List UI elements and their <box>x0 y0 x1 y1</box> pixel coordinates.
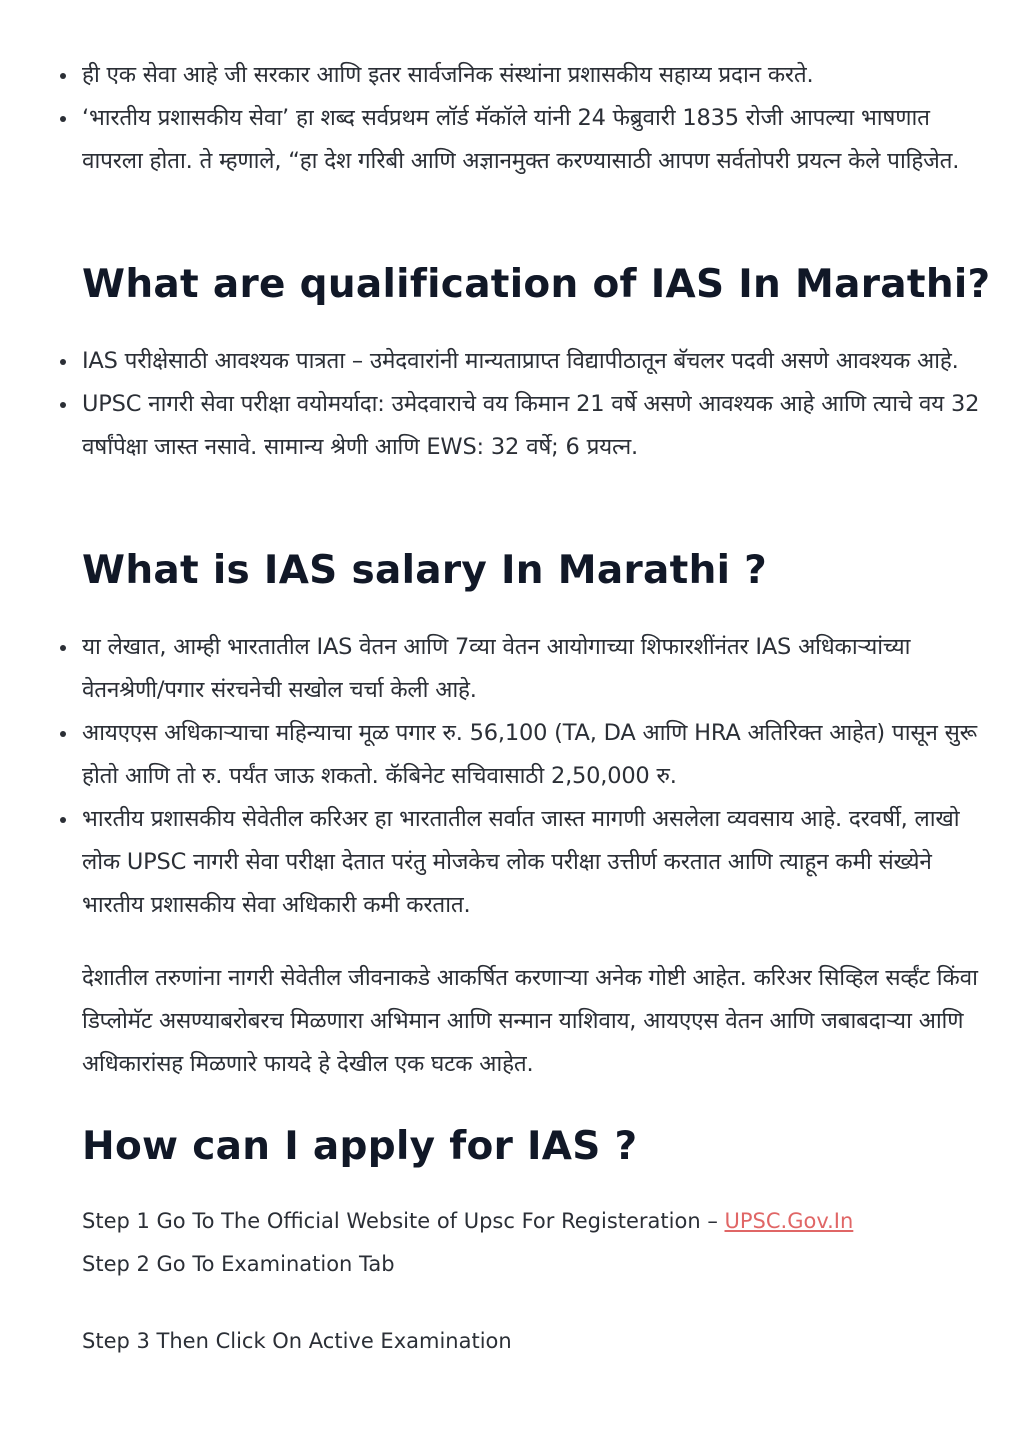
upsc-website-link[interactable]: UPSC.Gov.In <box>724 1209 854 1233</box>
list-item: ‘भारतीय प्रशासकीय सेवा’ हा शब्द सर्वप्रथम लॉर्ड मॅकॉले यांनी 24 फेब्रुवारी 1835 रोजी आपल्या भाषणात वापरला होता. ते म्हणाले, “हा देश गरिबी आणि अज्ञानमुक्त करण्यासाठी आपण सर्वतोपरी प्रयत्न केले पाहिजेत. <box>0 97 1024 183</box>
list-item: IAS परीक्षेसाठी आवश्यक पात्रता – उमेदवारांनी मान्यताप्राप्त विद्यापीठातून बॅचलर पदवी असणे आवश्यक आहे. <box>0 340 1024 383</box>
step-1 <box>82 1206 853 1236</box>
list-item: ही एक सेवा आहे जी सरकार आणि इतर सार्वजनिक संस्थांना प्रशासकीय सहाय्य प्रदान करते. <box>0 54 1024 97</box>
intro-bullet-list <box>0 54 1024 183</box>
list-item: UPSC नागरी सेवा परीक्षा वयोमर्यादा: उमेदवाराचे वय किमान 21 वर्षे असणे आवश्यक आहे आणि त्याचे वय 32 वर्षांपेक्षा जास्त नसावे. सामान्य श्रेणी आणि EWS: 32 वर्षे; 6 प्रयत्न. <box>0 383 1024 469</box>
salary-paragraph: देशातील तरुणांना नागरी सेवेतील जीवनाकडे आकर्षित करणाऱ्या अनेक गोष्टी आहेत. करिअर सिव्हिल सर्व्हंट किंवा डिप्लोमॅट असण्याबरोबरच मिळणारा अभिमान आणि सन्मान याशिवाय, आयएएस वेतन आणि जबाबदाऱ्या आणि अधिकारांसह मिळणारे फायदे हे देखील एक घटक आहेत. <box>82 965 978 1077</box>
apply-heading: How can I apply for IAS ? <box>82 1124 638 1169</box>
list-item: भारतीय प्रशासकीय सेवेतील करिअर हा भारतातील सर्वात जास्त मागणी असलेला व्यवसाय आहे. दरवर्षी, लाखो लोक UPSC नागरी सेवा परीक्षा देतात परंतु मोजकेच लोक परीक्षा उत्तीर्ण करतात आणि त्याहून कमी संख्येने भारतीय प्रशासकीय सेवा अधिकारी कमी करतात. <box>0 798 1024 927</box>
list-item: या लेखात, आम्ही भारतातील IAS वेतन आणि 7व्या वेतन आयोगाच्या शिफारशींनंतर IAS अधिकाऱ्यांच्या वेतनश्रेणी/पगार संरचनेची सखोल चर्चा केली आहे. <box>0 626 1024 712</box>
qualification-bullet-list <box>0 340 1024 469</box>
list-item: आयएएस अधिकाऱ्याचा महिन्याचा मूळ पगार रु. 56,100 (TA, DA आणि HRA अतिरिक्त आहेत) पासून सुरू होतो आणि तो रु. पर्यंत जाऊ शकतो. कॅबिनेट सचिवासाठी 2,50,000 रु. <box>0 712 1024 798</box>
salary-heading: What is IAS salary In Marathi ? <box>82 548 768 593</box>
qualification-heading: What are qualification of IAS In Marathi? <box>82 262 991 307</box>
salary-bullet-list <box>0 626 1024 927</box>
step-2: Step 2 Go To Examination Tab <box>82 1252 395 1276</box>
step-3: Step 3 Then Click On Active Examination <box>82 1329 512 1353</box>
step-1-text: Step 1 Go To The Official Website of Upsc For Registeration – <box>82 1209 725 1233</box>
